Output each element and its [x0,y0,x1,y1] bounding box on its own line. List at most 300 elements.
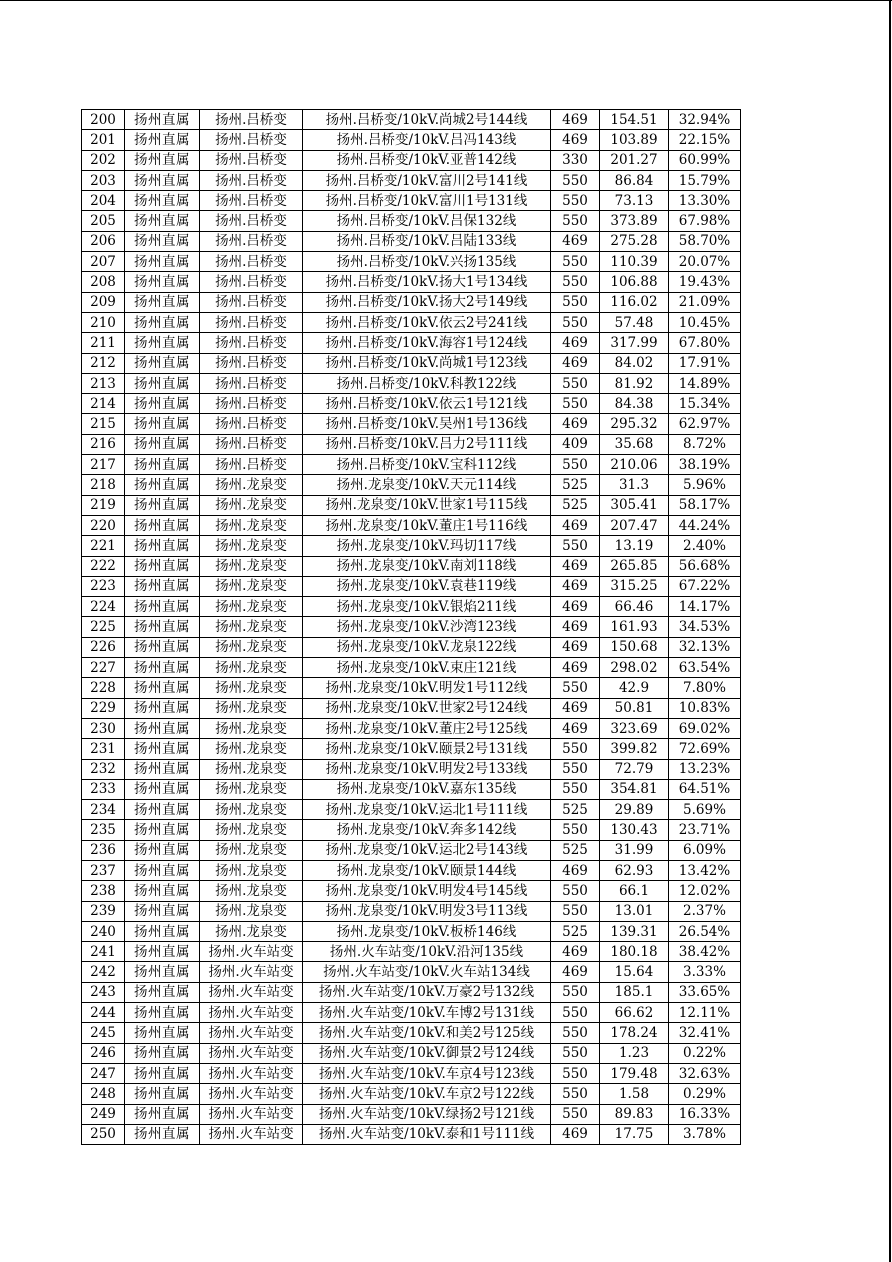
capacity-cell: 550 [551,982,600,1002]
load-cell: 295.32 [600,414,669,434]
substation-cell: 扬州.吕桥变 [200,130,303,150]
load-cell: 66.1 [600,881,669,901]
table-row [82,597,741,617]
substation-cell: 扬州.火车站变 [200,1063,303,1083]
unit-cell: 扬州直属 [125,394,200,414]
load-rate-cell: 13.23% [669,759,741,779]
feeder-load-table [81,109,741,1145]
capacity-cell: 469 [551,962,600,982]
unit-cell: 扬州直属 [125,617,200,637]
table-row [82,678,741,698]
load-rate-cell: 63.54% [669,658,741,678]
load-cell: 89.83 [600,1104,669,1124]
unit-cell: 扬州直属 [125,252,200,272]
unit-cell: 扬州直属 [125,150,200,170]
load-rate-cell: 72.69% [669,739,741,759]
line-name-cell: 扬州.龙泉变/10kV.颐景2号131线 [303,739,551,759]
load-rate-cell: 12.02% [669,881,741,901]
capacity-cell: 550 [551,252,600,272]
capacity-cell: 525 [551,495,600,515]
substation-cell: 扬州.龙泉变 [200,759,303,779]
line-name-cell: 扬州.吕桥变/10kV.亚普142线 [303,150,551,170]
line-name-cell: 扬州.吕桥变/10kV.扬大1号134线 [303,272,551,292]
table-row [82,1023,741,1043]
load-rate-cell: 15.79% [669,170,741,190]
load-rate-cell: 34.53% [669,617,741,637]
capacity-cell: 469 [551,576,600,596]
load-rate-cell: 22.15% [669,130,741,150]
load-cell: 110.39 [600,252,669,272]
table-row [82,170,741,190]
capacity-cell: 550 [551,779,600,799]
load-rate-cell: 33.65% [669,982,741,1002]
substation-cell: 扬州.吕桥变 [200,434,303,454]
capacity-cell: 469 [551,617,600,637]
unit-cell: 扬州直属 [125,475,200,495]
line-name-cell: 扬州.吕桥变/10kV.吴州1号136线 [303,414,551,434]
substation-cell: 扬州.龙泉变 [200,698,303,718]
row-index: 241 [82,942,125,962]
load-rate-cell: 58.17% [669,495,741,515]
unit-cell: 扬州直属 [125,312,200,332]
row-index: 203 [82,170,125,190]
load-rate-cell: 23.71% [669,820,741,840]
row-index: 207 [82,252,125,272]
row-index: 221 [82,536,125,556]
load-cell: 305.41 [600,495,669,515]
substation-cell: 扬州.吕桥变 [200,373,303,393]
line-name-cell: 扬州.龙泉变/10kV.袁巷119线 [303,576,551,596]
capacity-cell: 550 [551,1084,600,1104]
row-index: 238 [82,881,125,901]
substation-cell: 扬州.火车站变 [200,1124,303,1144]
capacity-cell: 550 [551,272,600,292]
unit-cell: 扬州直属 [125,840,200,860]
unit-cell: 扬州直属 [125,1023,200,1043]
load-cell: 84.38 [600,394,669,414]
table-row [82,333,741,353]
row-index: 245 [82,1023,125,1043]
substation-cell: 扬州.龙泉变 [200,576,303,596]
capacity-cell: 469 [551,556,600,576]
line-name-cell: 扬州.龙泉变/10kV.明发1号112线 [303,678,551,698]
substation-cell: 扬州.火车站变 [200,1043,303,1063]
substation-cell: 扬州.吕桥变 [200,252,303,272]
page-top-border [0,0,892,1]
table-row [82,1124,741,1144]
unit-cell: 扬州直属 [125,333,200,353]
line-name-cell: 扬州.龙泉变/10kV.董庄2号125线 [303,718,551,738]
substation-cell: 扬州.火车站变 [200,1104,303,1124]
line-name-cell: 扬州.吕桥变/10kV.尚城1号123线 [303,353,551,373]
line-name-cell: 扬州.龙泉变/10kV.世家1号115线 [303,495,551,515]
capacity-cell: 469 [551,637,600,657]
load-rate-cell: 32.63% [669,1063,741,1083]
unit-cell: 扬州直属 [125,110,200,130]
table-row [82,515,741,535]
table-row [82,556,741,576]
capacity-cell: 469 [551,231,600,251]
substation-cell: 扬州.龙泉变 [200,617,303,637]
load-cell: 81.92 [600,373,669,393]
row-index: 222 [82,556,125,576]
line-name-cell: 扬州.火车站变/10kV.车京2号122线 [303,1084,551,1104]
substation-cell: 扬州.火车站变 [200,1023,303,1043]
load-cell: 106.88 [600,272,669,292]
load-cell: 86.84 [600,170,669,190]
load-rate-cell: 17.91% [669,353,741,373]
substation-cell: 扬州.龙泉变 [200,515,303,535]
load-cell: 62.93 [600,860,669,880]
line-name-cell: 扬州.吕桥变/10kV.扬大2号149线 [303,292,551,312]
table-row [82,698,741,718]
load-cell: 84.02 [600,353,669,373]
row-index: 226 [82,637,125,657]
row-index: 216 [82,434,125,454]
capacity-cell: 550 [551,191,600,211]
table-row [82,150,741,170]
row-index: 202 [82,150,125,170]
table-row [82,637,741,657]
load-rate-cell: 13.42% [669,860,741,880]
load-rate-cell: 38.19% [669,455,741,475]
line-name-cell: 扬州.吕桥变/10kV.吕力2号111线 [303,434,551,454]
substation-cell: 扬州.龙泉变 [200,840,303,860]
line-name-cell: 扬州.龙泉变/10kV.玛切117线 [303,536,551,556]
unit-cell: 扬州直属 [125,556,200,576]
capacity-cell: 550 [551,901,600,921]
row-index: 211 [82,333,125,353]
load-cell: 1.58 [600,1084,669,1104]
load-rate-cell: 8.72% [669,434,741,454]
table-row [82,252,741,272]
line-name-cell: 扬州.火车站变/10kV.火车站134线 [303,962,551,982]
load-cell: 50.81 [600,698,669,718]
substation-cell: 扬州.吕桥变 [200,333,303,353]
substation-cell: 扬州.龙泉变 [200,556,303,576]
table-row [82,312,741,332]
row-index: 206 [82,231,125,251]
row-index: 201 [82,130,125,150]
unit-cell: 扬州直属 [125,1124,200,1144]
unit-cell: 扬州直属 [125,373,200,393]
load-rate-cell: 15.34% [669,394,741,414]
load-cell: 73.13 [600,191,669,211]
table-row [82,617,741,637]
unit-cell: 扬州直属 [125,231,200,251]
unit-cell: 扬州直属 [125,982,200,1002]
row-index: 225 [82,617,125,637]
line-name-cell: 扬州.火车站变/10kV.绿扬2号121线 [303,1104,551,1124]
capacity-cell: 550 [551,292,600,312]
substation-cell: 扬州.吕桥变 [200,394,303,414]
load-rate-cell: 19.43% [669,272,741,292]
row-index: 228 [82,678,125,698]
load-cell: 399.82 [600,739,669,759]
table-row [82,921,741,941]
load-cell: 210.06 [600,455,669,475]
load-rate-cell: 32.94% [669,110,741,130]
unit-cell: 扬州直属 [125,576,200,596]
load-cell: 31.99 [600,840,669,860]
unit-cell: 扬州直属 [125,779,200,799]
load-cell: 154.51 [600,110,669,130]
line-name-cell: 扬州.吕桥变/10kV.科教122线 [303,373,551,393]
table-row [82,272,741,292]
row-index: 247 [82,1063,125,1083]
substation-cell: 扬州.吕桥变 [200,272,303,292]
line-name-cell: 扬州.吕桥变/10kV.依云1号121线 [303,394,551,414]
line-name-cell: 扬州.龙泉变/10kV.龙泉122线 [303,637,551,657]
table-row [82,901,741,921]
table-row [82,576,741,596]
row-index: 246 [82,1043,125,1063]
load-rate-cell: 21.09% [669,292,741,312]
load-cell: 1.23 [600,1043,669,1063]
line-name-cell: 扬州.龙泉变/10kV.束庄121线 [303,658,551,678]
load-rate-cell: 2.37% [669,901,741,921]
substation-cell: 扬州.火车站变 [200,982,303,1002]
table-row [82,658,741,678]
table-row [82,779,741,799]
table-row [82,110,741,130]
unit-cell: 扬州直属 [125,353,200,373]
unit-cell: 扬州直属 [125,272,200,292]
unit-cell: 扬州直属 [125,1104,200,1124]
load-rate-cell: 20.07% [669,252,741,272]
substation-cell: 扬州.龙泉变 [200,779,303,799]
unit-cell: 扬州直属 [125,820,200,840]
table-row [82,130,741,150]
row-index: 217 [82,455,125,475]
load-rate-cell: 3.33% [669,962,741,982]
substation-cell: 扬州.龙泉变 [200,718,303,738]
line-name-cell: 扬州.龙泉变/10kV.天元114线 [303,475,551,495]
line-name-cell: 扬州.龙泉变/10kV.沙湾123线 [303,617,551,637]
substation-cell: 扬州.吕桥变 [200,150,303,170]
load-cell: 161.93 [600,617,669,637]
line-name-cell: 扬州.龙泉变/10kV.世家2号124线 [303,698,551,718]
substation-cell: 扬州.龙泉变 [200,597,303,617]
unit-cell: 扬州直属 [125,759,200,779]
row-index: 248 [82,1084,125,1104]
line-name-cell: 扬州.龙泉变/10kV.颐景144线 [303,860,551,880]
unit-cell: 扬州直属 [125,678,200,698]
capacity-cell: 550 [551,211,600,231]
row-index: 239 [82,901,125,921]
capacity-cell: 550 [551,759,600,779]
table-row [82,1063,741,1083]
row-index: 219 [82,495,125,515]
unit-cell: 扬州直属 [125,800,200,820]
load-cell: 265.85 [600,556,669,576]
substation-cell: 扬州.吕桥变 [200,110,303,130]
row-index: 220 [82,515,125,535]
line-name-cell: 扬州.火车站变/10kV.车京4号123线 [303,1063,551,1083]
table-row [82,394,741,414]
line-name-cell: 扬州.吕桥变/10kV.富川2号141线 [303,170,551,190]
table-row [82,191,741,211]
substation-cell: 扬州.龙泉变 [200,678,303,698]
substation-cell: 扬州.吕桥变 [200,170,303,190]
line-name-cell: 扬州.龙泉变/10kV.运北2号143线 [303,840,551,860]
substation-cell: 扬州.龙泉变 [200,881,303,901]
substation-cell: 扬州.龙泉变 [200,921,303,941]
unit-cell: 扬州直属 [125,130,200,150]
line-name-cell: 扬州.龙泉变/10kV.银焰211线 [303,597,551,617]
load-rate-cell: 38.42% [669,942,741,962]
capacity-cell: 550 [551,678,600,698]
unit-cell: 扬州直属 [125,211,200,231]
table-row [82,211,741,231]
load-cell: 354.81 [600,779,669,799]
row-index: 208 [82,272,125,292]
line-name-cell: 扬州.火车站变/10kV.万豪2号132线 [303,982,551,1002]
capacity-cell: 469 [551,130,600,150]
line-name-cell: 扬州.火车站变/10kV.车博2号131线 [303,1003,551,1023]
line-name-cell: 扬州.火车站变/10kV.和美2号125线 [303,1023,551,1043]
load-rate-cell: 6.09% [669,840,741,860]
unit-cell: 扬州直属 [125,637,200,657]
load-rate-cell: 26.54% [669,921,741,941]
capacity-cell: 469 [551,333,600,353]
substation-cell: 扬州.吕桥变 [200,191,303,211]
load-rate-cell: 5.69% [669,800,741,820]
table-row [82,455,741,475]
load-cell: 179.48 [600,1063,669,1083]
unit-cell: 扬州直属 [125,292,200,312]
capacity-cell: 550 [551,881,600,901]
substation-cell: 扬州.吕桥变 [200,312,303,332]
unit-cell: 扬州直属 [125,414,200,434]
capacity-cell: 469 [551,698,600,718]
load-cell: 66.62 [600,1003,669,1023]
load-cell: 323.69 [600,718,669,738]
capacity-cell: 550 [551,312,600,332]
load-cell: 17.75 [600,1124,669,1144]
line-name-cell: 扬州.火车站变/10kV.沿河135线 [303,942,551,962]
load-cell: 13.19 [600,536,669,556]
line-name-cell: 扬州.火车站变/10kV.泰和1号111线 [303,1124,551,1144]
load-cell: 298.02 [600,658,669,678]
row-index: 242 [82,962,125,982]
row-index: 218 [82,475,125,495]
table-row [82,800,741,820]
row-index: 236 [82,840,125,860]
load-cell: 57.48 [600,312,669,332]
capacity-cell: 330 [551,150,600,170]
load-cell: 275.28 [600,231,669,251]
capacity-cell: 469 [551,1124,600,1144]
table-row [82,414,741,434]
capacity-cell: 525 [551,800,600,820]
load-cell: 139.31 [600,921,669,941]
load-rate-cell: 3.78% [669,1124,741,1144]
substation-cell: 扬州.龙泉变 [200,739,303,759]
unit-cell: 扬州直属 [125,515,200,535]
table-row [82,1104,741,1124]
unit-cell: 扬州直属 [125,536,200,556]
unit-cell: 扬州直属 [125,901,200,921]
substation-cell: 扬州.火车站变 [200,1003,303,1023]
unit-cell: 扬州直属 [125,495,200,515]
capacity-cell: 550 [551,536,600,556]
capacity-cell: 550 [551,820,600,840]
substation-cell: 扬州.龙泉变 [200,536,303,556]
capacity-cell: 469 [551,353,600,373]
capacity-cell: 469 [551,658,600,678]
row-index: 212 [82,353,125,373]
load-cell: 72.79 [600,759,669,779]
table-body [82,110,741,1145]
load-cell: 315.25 [600,576,669,596]
table-row [82,475,741,495]
table-row [82,1043,741,1063]
load-rate-cell: 44.24% [669,515,741,535]
load-rate-cell: 5.96% [669,475,741,495]
capacity-cell: 525 [551,840,600,860]
unit-cell: 扬州直属 [125,718,200,738]
capacity-cell: 550 [551,1003,600,1023]
unit-cell: 扬州直属 [125,698,200,718]
row-index: 215 [82,414,125,434]
load-cell: 66.46 [600,597,669,617]
row-index: 204 [82,191,125,211]
capacity-cell: 550 [551,455,600,475]
line-name-cell: 扬州.吕桥变/10kV.富川1号131线 [303,191,551,211]
substation-cell: 扬州.火车站变 [200,1084,303,1104]
load-cell: 15.64 [600,962,669,982]
load-rate-cell: 13.30% [669,191,741,211]
unit-cell: 扬州直属 [125,597,200,617]
substation-cell: 扬州.吕桥变 [200,211,303,231]
row-index: 230 [82,718,125,738]
load-cell: 178.24 [600,1023,669,1043]
load-cell: 29.89 [600,800,669,820]
row-index: 250 [82,1124,125,1144]
load-rate-cell: 58.70% [669,231,741,251]
row-index: 233 [82,779,125,799]
substation-cell: 扬州.龙泉变 [200,860,303,880]
row-index: 244 [82,1003,125,1023]
substation-cell: 扬州.吕桥变 [200,292,303,312]
row-index: 249 [82,1104,125,1124]
load-cell: 185.1 [600,982,669,1002]
load-rate-cell: 14.89% [669,373,741,393]
substation-cell: 扬州.火车站变 [200,962,303,982]
load-cell: 150.68 [600,637,669,657]
unit-cell: 扬州直属 [125,942,200,962]
line-name-cell: 扬州.吕桥变/10kV.吕陆133线 [303,231,551,251]
table-row [82,353,741,373]
load-rate-cell: 67.98% [669,211,741,231]
load-cell: 207.47 [600,515,669,535]
table-row [82,982,741,1002]
capacity-cell: 550 [551,1023,600,1043]
table-row [82,1003,741,1023]
substation-cell: 扬州.龙泉变 [200,637,303,657]
substation-cell: 扬州.吕桥变 [200,414,303,434]
line-name-cell: 扬州.龙泉变/10kV.奔多142线 [303,820,551,840]
line-name-cell: 扬州.吕桥变/10kV.尚城2号144线 [303,110,551,130]
row-index: 232 [82,759,125,779]
row-index: 210 [82,312,125,332]
unit-cell: 扬州直属 [125,434,200,454]
load-cell: 13.01 [600,901,669,921]
capacity-cell: 469 [551,718,600,738]
load-rate-cell: 60.99% [669,150,741,170]
table-row [82,759,741,779]
